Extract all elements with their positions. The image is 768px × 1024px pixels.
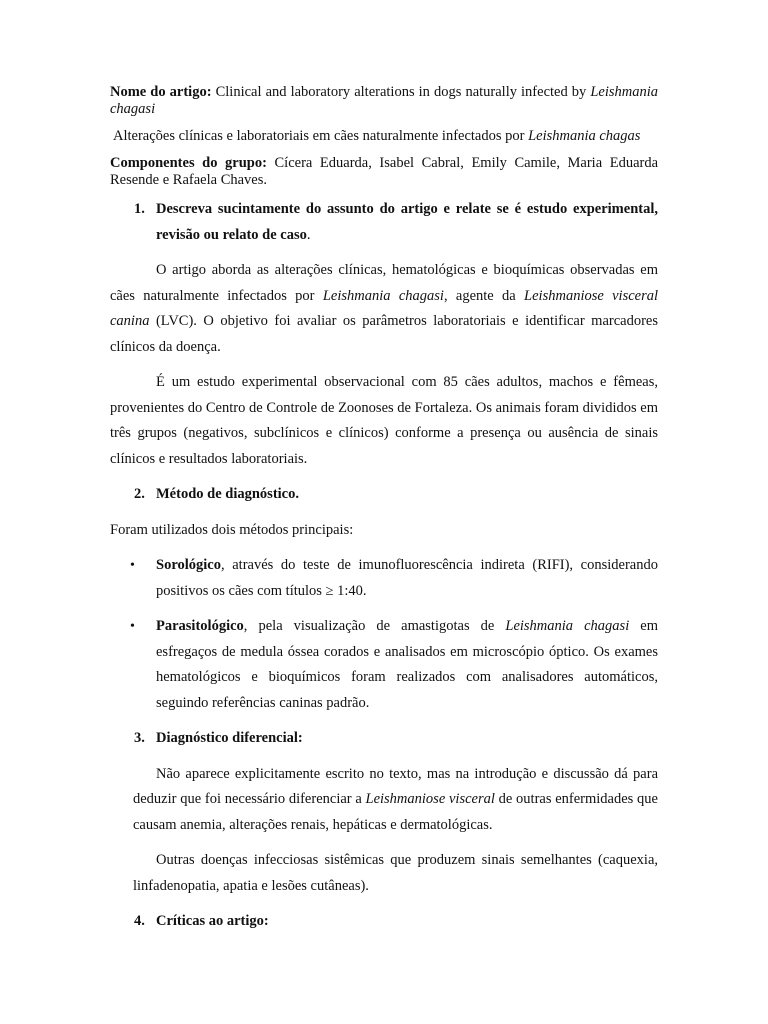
section-4-number: 4. (134, 913, 145, 929)
section-1-question-end: . (306, 226, 311, 243)
article-title-portuguese-species: Leishmania chagas (528, 128, 641, 144)
section-3-p1-text-a: Não aparece explicitamente escrito no texto, mas na introdução e discussão dá para deduzir que foi necessário diferenciar a (133, 765, 658, 807)
section-3-number: 3. (134, 730, 145, 746)
section-3-paragraph-2: Outras doenças infecciosas sistêmicas que produzem sinais semelhantes (caquexia, linfadenopatia, apatia e lesões cutâneas). (133, 852, 658, 894)
bullet-2-text-a: , pela visualização de amastigotas de (243, 618, 506, 634)
article-title-english: Clinical and laboratory alterations in dogs naturally infected by (215, 84, 587, 100)
section-3-heading (110, 726, 658, 752)
bullet-2-species: Leishmania chagasi (505, 618, 630, 634)
bullet-2-text-b: em esfregaços de medula óssea corados e analisados em microscópio óptico. Os exames hematológicos e bioquímicos foram realizados com analisadores automáticos, seguindo referências caninas padrão. (156, 618, 659, 711)
section-1-p1-text-c: (LVC). O objetivo foi avaliar os parâmetros laboratoriais e identificar marcadores clínicos da doença. (110, 313, 658, 355)
group-members-line (110, 155, 658, 189)
section-1-paragraph-1 (110, 258, 658, 360)
article-title-portuguese: Alterações clínicas e laboratoriais em cães naturalmente infectados por (113, 128, 525, 144)
article-name-line (110, 84, 658, 118)
section-3-title: Diagnóstico diferencial: (156, 730, 303, 746)
document-page (110, 84, 658, 935)
section-4-title: Críticas ao artigo: (156, 913, 269, 929)
section-3-p1-text-b: de outras enfermidades que causam anemia, alterações renais, hepáticas e dermatológicas. (133, 791, 658, 833)
section-3-p1-disease: Leishmaniose visceral (365, 791, 495, 807)
section-1-paragraph-2: É um estudo experimental observacional com 85 cães adultos, machos e fêmeas, provenientes do Centro de Controle de Zoonoses de Fortaleza. Os animais foram divididos em três grupos (negativos, subclínicos e clínicos) conforme a presença ou ausência de sinais clínicos e resultados laboratoriais. (110, 374, 658, 467)
section-1-p1-disease: Leishmaniose visceral canina (110, 287, 659, 329)
section-4-heading (110, 909, 658, 935)
group-members-names: Cícera Eduarda, Isabel Cabral, Emily Camile, Maria Eduarda Resende e Rafaela Chaves. (110, 155, 659, 188)
section-1-p1-text-b: , agente da (443, 287, 525, 304)
list-item (110, 553, 658, 604)
section-1-number: 1. (134, 201, 145, 217)
list-item (110, 614, 658, 716)
section-2-intro: Foram utilizados dois métodos principais: (110, 521, 354, 538)
section-1-question-text: Descreva sucintamente do assunto do artigo e relate se é estudo experimental, revisão ou relato de caso (156, 201, 658, 243)
article-title-portuguese-line (110, 128, 658, 145)
bullet-1-text: , através do teste de imunofluorescência indireta (RIFI), considerando positivos os cães com títulos ≥ 1:40. (156, 557, 658, 599)
section-1-question (110, 197, 658, 248)
bullet-1-label: Sorológico (156, 557, 221, 573)
section-2-number: 2. (134, 486, 145, 502)
bullet-2-label: Parasitológico (156, 618, 244, 634)
bullet-icon: • (130, 619, 135, 634)
bullet-icon: • (130, 558, 135, 573)
section-2-heading (110, 482, 658, 508)
group-members-label: Componentes do grupo: (110, 155, 267, 171)
section-2-title: Método de diagnóstico. (156, 486, 299, 502)
section-3-paragraph-1 (110, 762, 658, 839)
article-name-label: Nome do artigo: (110, 84, 212, 100)
section-1-p1-text-a: O artigo aborda as alterações clínicas, hematológicas e bioquímicas observadas em cães naturalmente infectados por (110, 262, 658, 304)
section-1-p1-species: Leishmania chagasi (322, 287, 444, 304)
article-title-english-species: Leishmania chagasi (110, 84, 659, 117)
